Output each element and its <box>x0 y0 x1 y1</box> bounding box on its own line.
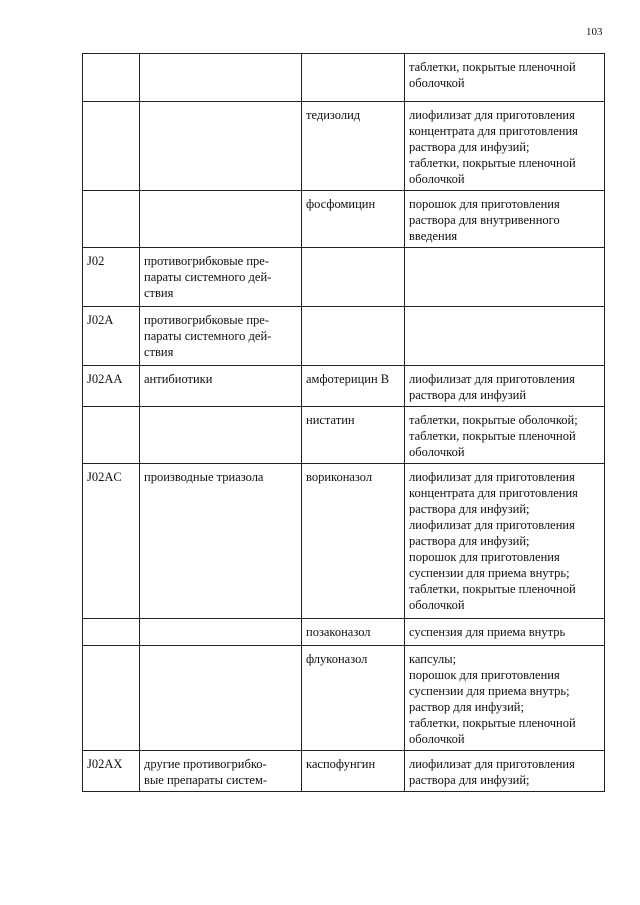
table-row <box>83 366 605 407</box>
dosage-form-cell: суспензия для приема внутрь <box>405 619 605 646</box>
dosage-form-cell: таблетки, покрытые пленочной оболочкой <box>405 54 605 102</box>
table-row <box>83 191 605 248</box>
atc-code-cell <box>83 54 140 102</box>
dosage-form-cell: лиофилизат для приготовления концентрата для приготовления раствора для инфузий; таблетки, покрытые пленочной оболочкой <box>405 102 605 191</box>
table-row <box>83 646 605 751</box>
drug-name-cell <box>302 248 405 307</box>
group-cell: другие противогрибко- вые препараты систем- <box>140 751 302 792</box>
group-cell: производные триазола <box>140 464 302 619</box>
atc-code-cell <box>83 102 140 191</box>
atc-code-cell: J02AA <box>83 366 140 407</box>
table-row <box>83 464 605 619</box>
dosage-form-cell: лиофилизат для приготовления концентрата для приготовления раствора для инфузий; лиофилизат для приготовления раствора для инфузий; порошок для приготовления суспензии для приема внутрь; таблетки, покрытые пленочной оболочкой <box>405 464 605 619</box>
atc-code-cell: J02A <box>83 307 140 366</box>
group-cell: противогрибковые пре- параты системного дей- ствия <box>140 307 302 366</box>
drug-name-cell <box>302 307 405 366</box>
group-cell <box>140 646 302 751</box>
group-cell <box>140 54 302 102</box>
dosage-form-cell: порошок для приготовления раствора для внутривенного введения <box>405 191 605 248</box>
atc-code-cell <box>83 191 140 248</box>
drug-name-cell: каспофунгин <box>302 751 405 792</box>
atc-code-cell <box>83 619 140 646</box>
table-row <box>83 248 605 307</box>
table-row <box>83 619 605 646</box>
group-cell <box>140 619 302 646</box>
group-cell <box>140 407 302 464</box>
table-row <box>83 307 605 366</box>
table-row <box>83 54 605 102</box>
page-number: 103 <box>586 26 603 38</box>
drug-name-cell: тедизолид <box>302 102 405 191</box>
group-cell <box>140 191 302 248</box>
dosage-form-cell: лиофилизат для приготовления раствора для инфузий <box>405 366 605 407</box>
atc-code-cell: J02 <box>83 248 140 307</box>
dosage-form-cell <box>405 248 605 307</box>
table-row <box>83 102 605 191</box>
drug-table <box>82 53 605 792</box>
drug-name-cell: флуконазол <box>302 646 405 751</box>
table-row <box>83 407 605 464</box>
group-cell: противогрибковые пре- параты системного дей- ствия <box>140 248 302 307</box>
dosage-form-cell: таблетки, покрытые оболочкой; таблетки, покрытые пленочной оболочкой <box>405 407 605 464</box>
atc-code-cell: J02AX <box>83 751 140 792</box>
group-cell <box>140 102 302 191</box>
drug-name-cell: позаконазол <box>302 619 405 646</box>
dosage-form-cell: лиофилизат для приготовления раствора для инфузий; <box>405 751 605 792</box>
atc-code-cell <box>83 407 140 464</box>
dosage-form-cell: капсулы; порошок для приготовления суспензии для приема внутрь; раствор для инфузий; таблетки, покрытые пленочной оболочкой <box>405 646 605 751</box>
atc-code-cell: J02AC <box>83 464 140 619</box>
drug-name-cell: амфотерицин В <box>302 366 405 407</box>
drug-name-cell: фосфомицин <box>302 191 405 248</box>
table-row <box>83 751 605 792</box>
drug-name-cell: нистатин <box>302 407 405 464</box>
atc-code-cell <box>83 646 140 751</box>
group-cell: антибиотики <box>140 366 302 407</box>
dosage-form-cell <box>405 307 605 366</box>
drug-name-cell: вориконазол <box>302 464 405 619</box>
drug-name-cell <box>302 54 405 102</box>
